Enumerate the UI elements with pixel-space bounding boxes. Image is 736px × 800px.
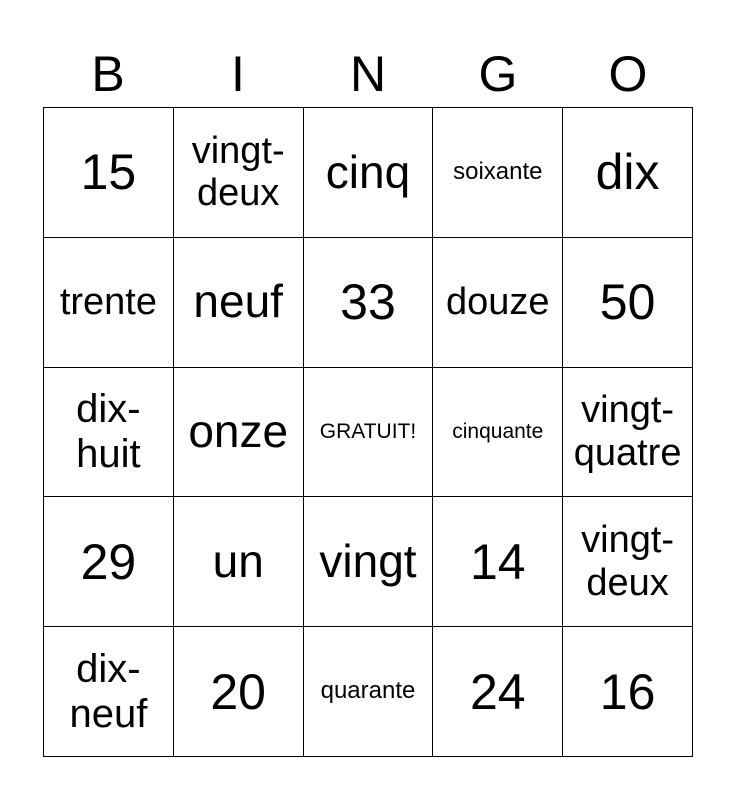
bingo-cell-r4-c2[interactable]	[174, 497, 304, 627]
bingo-cell-r4-c4[interactable]	[433, 497, 563, 627]
bingo-board	[43, 107, 693, 757]
bingo-cell-r2-c5[interactable]	[563, 238, 693, 368]
cell-text: 24	[469, 663, 526, 720]
cell-text: cinquante	[452, 420, 544, 444]
header-letter-o: O	[608, 46, 648, 102]
cell-text: 50	[599, 274, 656, 331]
cell-text: soixante	[453, 157, 543, 185]
header-letter-i: I	[231, 46, 245, 102]
bingo-header	[43, 44, 693, 104]
header-letter-b: B	[91, 46, 125, 102]
cell-text: douze	[446, 280, 550, 323]
bingo-cell-r1-c1[interactable]	[44, 108, 174, 238]
bingo-cell-r3-c3-free-space[interactable]	[304, 368, 434, 498]
cell-text: quarante	[320, 677, 416, 705]
bingo-cell-r1-c3[interactable]	[304, 108, 434, 238]
cell-text: vingt- quatre	[573, 389, 682, 474]
cell-text: 29	[80, 533, 137, 590]
cell-text: 14	[469, 533, 526, 590]
bingo-cell-r3-c1[interactable]	[44, 368, 174, 498]
bingo-cell-r5-c2[interactable]	[174, 627, 304, 757]
cell-text: vingt- deux	[581, 519, 675, 604]
bingo-cell-r5-c3[interactable]	[304, 627, 434, 757]
bingo-cell-r3-c4[interactable]	[433, 368, 563, 498]
bingo-cell-r3-c5[interactable]	[563, 368, 693, 498]
cell-text: cinq	[325, 145, 411, 198]
cell-text: un	[212, 535, 264, 588]
cell-text: neuf	[193, 275, 283, 328]
bingo-cell-r4-c3[interactable]	[304, 497, 434, 627]
bingo-cell-r1-c2[interactable]	[174, 108, 304, 238]
bingo-cell-r5-c5[interactable]	[563, 627, 693, 757]
header-letter-n: N	[349, 46, 387, 102]
bingo-cell-r2-c2[interactable]	[174, 238, 304, 368]
header-letter-g: G	[478, 46, 518, 102]
bingo-cell-r2-c4[interactable]	[433, 238, 563, 368]
cell-text: onze	[188, 405, 289, 458]
cell-text: vingt- deux	[191, 129, 285, 215]
bingo-cell-r4-c1[interactable]	[44, 497, 174, 627]
cell-text: 20	[210, 663, 266, 720]
bingo-cell-r3-c2[interactable]	[174, 368, 304, 498]
cell-text: 15	[80, 144, 137, 201]
cell-text: trente	[59, 280, 157, 323]
bingo-cell-r1-c5[interactable]	[563, 108, 693, 238]
cell-text: 16	[599, 663, 656, 720]
cell-text: vingt	[319, 535, 417, 588]
cell-text: 33	[340, 274, 396, 331]
cell-text: dix	[595, 144, 660, 201]
bingo-cell-r1-c4[interactable]	[433, 108, 563, 238]
bingo-cell-r5-c1[interactable]	[44, 627, 174, 757]
free-space-label: GRATUIT!	[319, 420, 417, 444]
bingo-cell-r2-c3[interactable]	[304, 238, 434, 368]
bingo-cell-r2-c1[interactable]	[44, 238, 174, 368]
cell-text: dix- huit	[76, 387, 141, 476]
cell-text: dix- neuf	[69, 646, 148, 736]
bingo-cell-r4-c5[interactable]	[563, 497, 693, 627]
bingo-cell-r5-c4[interactable]	[433, 627, 563, 757]
